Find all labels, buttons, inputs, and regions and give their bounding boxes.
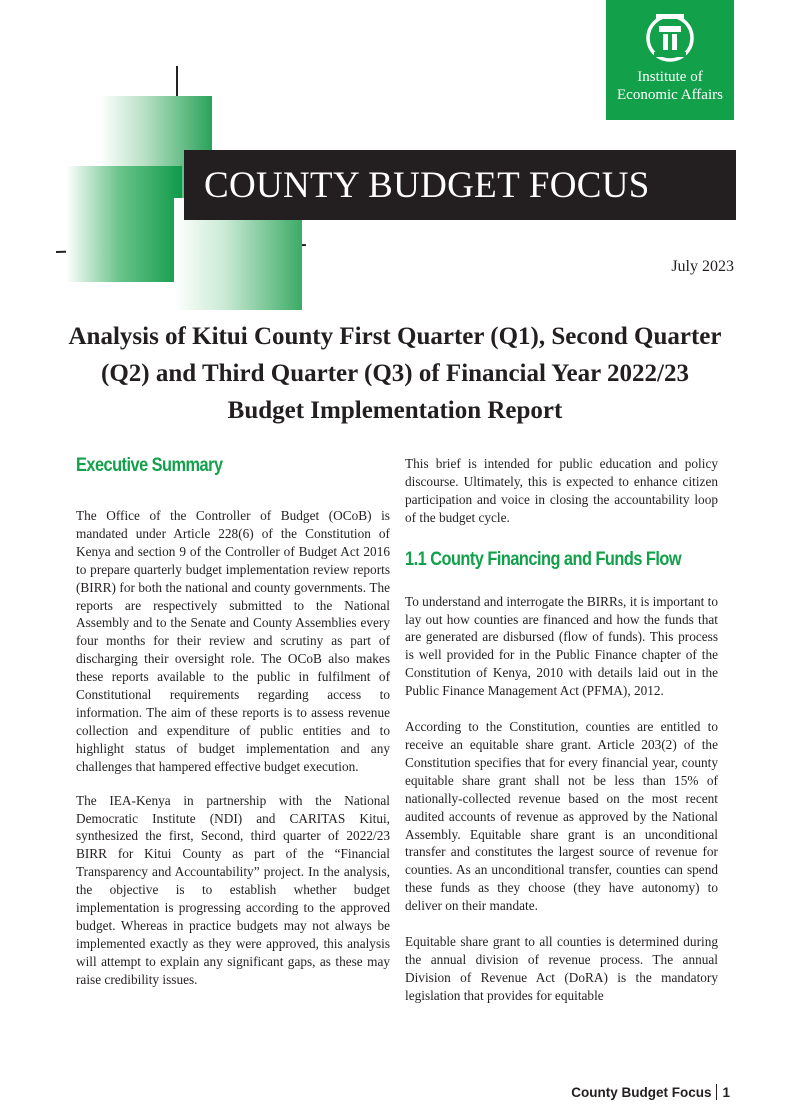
decorative-gradient-square — [66, 166, 182, 282]
summary-paragraph: The Office of the Controller of Budget (OCoB) is mandated under Article 228(6) of the Constitution of Kenya and section 9 of the Controller of Budget Act 2016 to prepare quarterly budget implementation review reports (BIRR) for both the national and county governments. The reports are respectively submitted to the National Assembly and to the Senate and County Assemblies every four months for their review and scrutiny as part of discharging their oversight role. The OCoB also makes these reports available to the public in fulfilment of Constitutional requirements regarding access to information. The aim of these reports is to assess revenue collection and expenditure of public entities and to highlight status of budget implementation and any challenges that hampered effective budget execution. — [76, 508, 390, 774]
summary-paragraph: The IEA-Kenya in partnership with the National Democratic Institute (NDI) and CARITAS Kitui, synthesized the first, Second, third quarter of 2022/23 BIRR for Kitui County as part of the “Financial Transparency and Accountability” project. In the analysis, the objective is to establish whether budget implementation is progressing according to the approved budget. Whereas in practice budgets may not always be implemented exactly as they were approved, this analysis will attempt to explain any significant gaps, as these may raise credibility issues. — [76, 792, 390, 987]
footer-title: County Budget Focus — [571, 1085, 712, 1100]
series-banner — [184, 150, 736, 220]
executive-summary-heading: Executive Summary — [76, 455, 223, 476]
page-footer — [571, 1084, 730, 1100]
page-number: 1 — [722, 1085, 730, 1100]
logo-org-name-line1: Institute of — [637, 69, 703, 85]
body-paragraph: Equitable share grant to all counties is determined during the annual division of revenue process. The annual Division of Revenue Act (DoRA) is the mandatory legislation that provides for equitable — [405, 934, 718, 1003]
footer-divider — [716, 1084, 717, 1100]
iea-emblem-icon — [606, 0, 734, 70]
section-heading: 1.1 County Financing and Funds Flow — [405, 548, 682, 570]
report-title: Analysis of Kitui County First Quarter (Q1), Second Quarter (Q2) and Third Quarter (Q3) of Financial Year 2022/23 Budget Implementation Report — [68, 323, 722, 424]
body-paragraph: According to the Constitution, counties are entitled to receive an equitable share grant. Article 203(2) of the Constitution specifies that for every financial year, county equitable share grant shall not be less than 15% of nationally-collected revenue based on the most recent audited accounts of revenue as approved by the National Assembly. Equitable share grant is an unconditional transfer and constitutes the largest source of revenue for counties. As an unconditional transfer, counties can spend these funds as they choose (they have autonomy) to deliver on their mandate. — [405, 719, 718, 914]
right-column — [405, 455, 718, 1005]
left-column — [76, 455, 390, 989]
body-paragraph: To understand and interrogate the BIRRs, it is important to lay out how counties are financed and how the funds that are generated are disbursed (flow of funds). This process is well provided for in the Public Finance chapter of the Constitution of Kenya, 2010 with details laid out in the Public Finance Management Act (PFMA), 2012. — [405, 593, 718, 699]
publication-date: July 2023 — [671, 258, 734, 275]
logo-org-name-line2: Economic Affairs — [617, 87, 723, 103]
series-title: COUNTY BUDGET FOCUS — [204, 165, 650, 206]
intro-paragraph: This brief is intended for public education and policy discourse. Ultimately, this is expected to enhance citizen participation and voice in closing the accountability loop of the budget cycle. — [405, 456, 718, 525]
iea-logo — [606, 0, 734, 120]
